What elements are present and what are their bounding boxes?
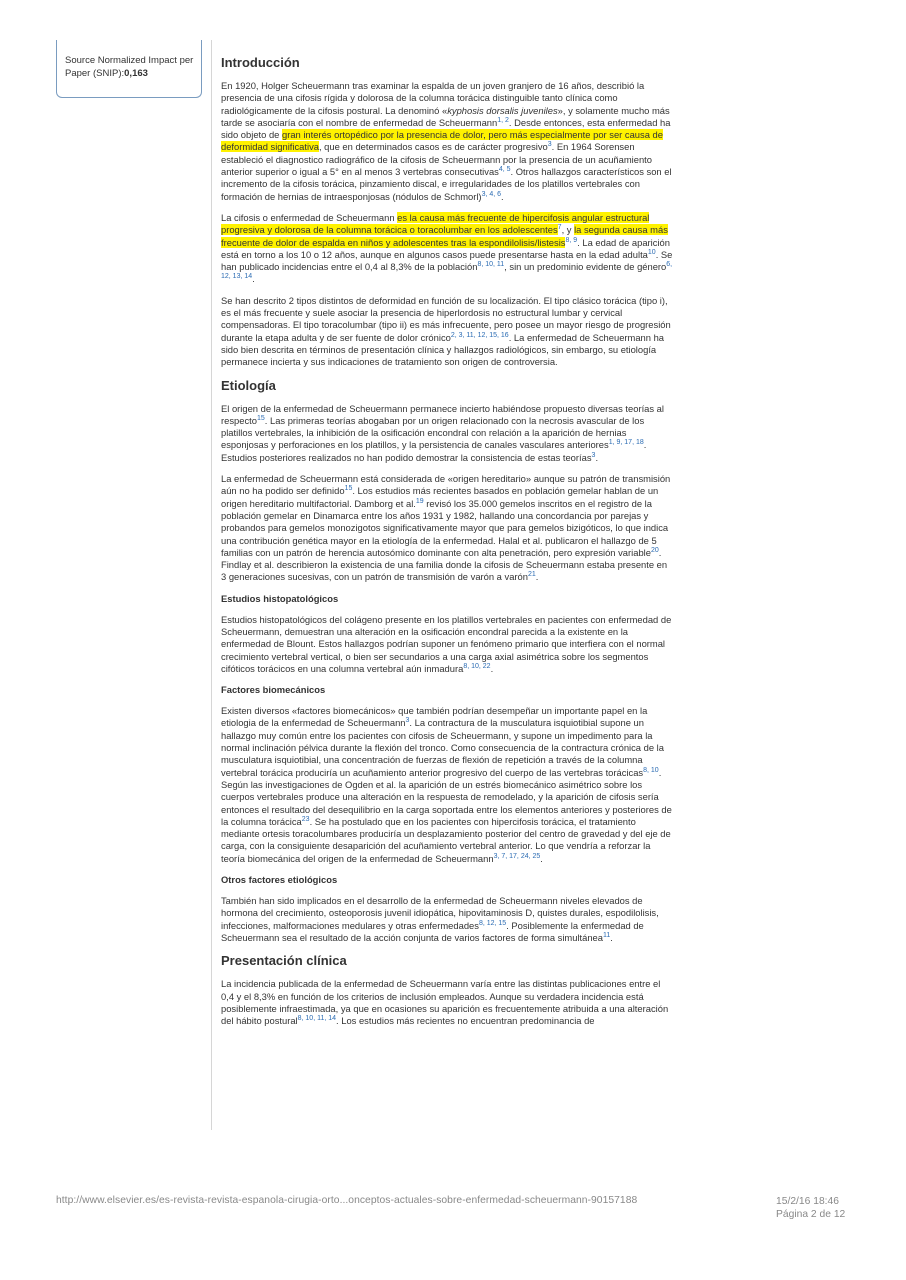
- footer-page-info: [776, 1195, 845, 1221]
- reference-link[interactable]: 21: [527, 571, 536, 579]
- text-run: . Los estudios más recientes no encuentran predominancia de: [336, 1015, 595, 1027]
- reference-link[interactable]: 4, 5: [498, 166, 511, 174]
- text-run: revisó los 35.000 gemelos inscritos en el registro de la población gemelar en Dinamarca entre los años 1931 y 1982, hallando una concordancia por parejas y probandos para gemelos monozigotos significativamente mayor que para gemelos bizigóticos, lo que indica una contribución genética mayor en la etiología de la enfermedad. Halal et al. publicaron el hallazgo de 5 familias con un patrón de herencia autosómico dominante con alta penetración, pero expresión variable: [221, 497, 669, 558]
- text-run: . En 1964 Sorensen estableció el diagnostico radiográfico de la cifosis de Scheuermann por la presencia de un acuñamiento anterior superior o igual a 5° en al menos 3 vertebras consecutivas: [221, 141, 652, 178]
- text-run: Se han descrito 2 tipos distintos de deformidad en función de su localización. El tipo clásico torácica (tipo i), es el más frecuente y suele asociar la presencia de hiperlordosis no estructural lumbar y cervical compensadoras. El tipo toracolumbar (tipo ii) es más infrecuente, pero posee un mayor riesgo de progresión durante la etapa adulta y de ser fuente de dolor crónico: [221, 294, 671, 343]
- text-run: . La enfermedad de Scheuermann ha sido bien descrita en términos de presentación clínica y hallazgos radiológicos, sin embargo, su etiología permanece incierta y sus indicaciones de tratamiento son origen de controversia.: [221, 331, 665, 368]
- paragraph: [221, 895, 673, 944]
- footer-url: http://www.elsevier.es/es-revista-revista-espanola-cirugia-orto...onceptos-actuales-sobre-enfermedad-scheuermann-90157188: [56, 1195, 638, 1206]
- text-run: . Otros hallazgos característicos son el incremento de la cifosis torácica, pinzamiento discal, e irregularidades de los platillos vertebrales con formación de hernias de intraesponjosas (nódulos de Schmorl): [221, 166, 672, 202]
- text-run: . Posiblemente la enfermedad de Scheuermann sea el resultado de la acción conjunta de varios factores de forma simultánea: [221, 919, 644, 943]
- reference-link[interactable]: 10: [647, 248, 656, 256]
- italic-text: kyphosis dorsalis juveniles: [447, 104, 558, 116]
- reference-link[interactable]: 3, 7, 17, 24, 25: [493, 852, 541, 860]
- text-run: , sin un predominio evidente de género: [504, 261, 667, 273]
- paragraph: [221, 978, 673, 1027]
- subheading-histopatologicos: Estudios histopatológicos: [221, 592, 339, 604]
- text-run: . La contractura de la musculatura isquiotibial supone un hallazgo muy común entre los pacientes con cifosis de Scheuermann, y supone un impedimento para la normal inclinación pélvica durante la flexión del tronco. Como consecuencia de la contractura crónica de la musculatura isquiotibial, una concentración de fuerzas de flexión de repetición a través de la columna vertebral torácica produciría un acuñamiento anterior progresivo del cuerpo de las vertebras torácicas: [221, 717, 664, 778]
- reference-link[interactable]: 20: [650, 546, 659, 554]
- reference-link[interactable]: 2, 3, 11, 12, 15, 16: [450, 331, 509, 339]
- reference-link[interactable]: 1, 2: [497, 116, 509, 124]
- reference-link[interactable]: 15: [256, 414, 265, 422]
- text-run: .: [595, 451, 599, 463]
- reference-link[interactable]: 6, 12, 13, 14: [221, 261, 673, 281]
- highlighted-text: es la causa más frecuente de hipercifosis angular estructural progresiva y dolorosa de la columna torácica o toracolumbar en los adolescentes: [221, 211, 650, 236]
- paragraph: [221, 473, 673, 584]
- reference-link[interactable]: 8, 12, 15: [478, 919, 507, 927]
- text-run: . Según las investigaciones de Ogden et al. la aparición de un estrés biomecánico asimétrico sobre los cuerpos vertebrales produce una alteración en la respuesta de remodelado, y la aparición de cifosis sería entonces el resultado del desequilibrio en la carga soportada entre los elementos anteriores y posteriores de la columna torácica: [221, 766, 672, 827]
- reference-link[interactable]: 8, 10, 11: [477, 261, 505, 269]
- text-run: .: [490, 662, 494, 674]
- heading-presentacion-clinica: Presentación clínica: [221, 953, 347, 969]
- text-run: . La edad de aparición está en torno a los 10 o 12 años, aunque en algunos casos puede presentarse hasta en la edad adulta: [221, 236, 670, 260]
- text-run: , y: [561, 224, 575, 236]
- text-run: . Se han publicado incidencias entre el 0,4 al 8,3% de la población: [221, 248, 673, 273]
- text-run: El origen de la enfermedad de Scheuermann permanece incierto habiéndose propuesto diversas teorías al respecto: [221, 402, 664, 426]
- reference-link[interactable]: 19: [415, 497, 424, 505]
- reference-link[interactable]: 3: [547, 141, 552, 149]
- snip-value: 0,163: [124, 68, 148, 79]
- text-run: También han sido implicados en el desarrollo de la enfermedad de Scheuermann niveles elevados de hormona del crecimiento, osteoporosis juvenil idiopática, hipovitaminosis D, quistes durales, espodilolisis, infecciones, malformaciones medulares y otras enfermedades: [221, 895, 659, 931]
- text-run: En 1920, Holger Scheuermann tras examinar la espalda de un joven granjero de 16 años, describió la presencia de una cifosis rígida y dolorosa de la columna torácica distinguible tanto clínica como radiológicamente de la cifosis postural. La denominó «: [221, 80, 645, 116]
- text-run: . Desde entonces, esta enfermedad ha sido objeto de: [221, 116, 671, 141]
- reference-link[interactable]: 1, 9, 17, 18: [608, 439, 644, 447]
- snip-label: Source Normalized Impact per Paper (SNIP):: [65, 55, 194, 79]
- text-run: .: [501, 190, 504, 202]
- text-run: . Los estudios más recientes basados en población gemelar hablan de un origen hereditario multifactorial. Damborg et al.: [221, 485, 659, 509]
- text-run: La enfermedad de Scheuermann está considerada de «origen hereditario» aunque su patrón de transmisión aún no ha podido ser definido: [221, 473, 671, 497]
- paragraph: [221, 705, 673, 865]
- snip-info-box: [56, 40, 202, 98]
- reference-link[interactable]: 3: [591, 451, 596, 459]
- subheading-otros-factores: Otros factores etiológicos: [221, 874, 338, 886]
- subheading-biomecanicos: Factores biomecánicos: [221, 684, 326, 696]
- text-run: . Las primeras teorías abogaban por un origen relacionado con la necrosis avascular de los platillos vertebrales, la inhibición de la osificación encondral con relación a la aparición de hernias esponjosas y perforaciones en los platillos, y la persistencia de canales vasculares anteriores: [221, 414, 645, 451]
- text-run: La incidencia publicada de la enfermedad de Scheuermann varía entre las distintas publicaciones entre el 0,4 y el 8,3% en función de los criterios de inclusión empleados. Aunque su verdadera incidencia está posiblemente infraestimada, ya que en ocasiones su aparición es frecuentemente atribuida a una alteración del hábito postural: [221, 978, 669, 1027]
- text-run: .: [252, 273, 255, 285]
- paragraph: [221, 614, 673, 675]
- reference-link[interactable]: 7: [557, 224, 562, 232]
- reference-link[interactable]: 11: [603, 931, 611, 939]
- column-divider: [211, 40, 212, 1130]
- paragraph: [221, 212, 673, 286]
- paragraph: [221, 295, 673, 369]
- text-run: . Estudios posteriores realizados no han podido demostrar la consistencia de estas teorías: [221, 439, 647, 463]
- text-run: . Findlay et al. describieron la existencia de una familia donde la cifosis de Scheuermann estaba presente en 3 generaciones sucesivas, con un patrón de transmisión de varón a varón: [221, 546, 668, 583]
- text-run: Existen diversos «factores biomecánicos» que también podrían desempeñar un importante papel en la etiologia de la enfermedad de Scheuermann: [221, 705, 648, 729]
- reference-link[interactable]: 15: [344, 485, 353, 493]
- footer-datetime: 15/2/16 18:46: [776, 1196, 839, 1207]
- reference-link[interactable]: 8, 10: [643, 766, 659, 774]
- text-run: , que en determinados casos es de carácter progresivo: [318, 141, 548, 153]
- text-run: . Se ha postulado que en los pacientes con hipercifosis torácica, el tratamiento mediante ortesis toracolumbares produciría un desplazamiento posterior del centro de gravedad y del eje de carga, con la consiguiente desaparición del acuñamiento vertebral anterior. Lo que vendría a reforzar la teoría biomecánica del origen de la enfermedad de Scheuermann: [221, 815, 671, 864]
- article-body: [221, 48, 673, 1036]
- text-run: .: [535, 571, 539, 583]
- paragraph: [221, 80, 673, 203]
- text-run: .: [610, 931, 613, 943]
- highlighted-text: la segunda causa más frecuente de dolor de espalda en niños y adolescentes tras la espondilolisis/listesis: [221, 224, 668, 248]
- reference-link[interactable]: 3, 4, 6: [481, 190, 502, 198]
- reference-link[interactable]: 3: [405, 717, 410, 725]
- footer-page-number: Página 2 de 12: [776, 1209, 846, 1220]
- text-run: .: [540, 852, 543, 864]
- reference-link[interactable]: 8, 9: [565, 236, 578, 244]
- text-run: », y solamente mucho más tarde se asociaría con el nombre de enfermedad de Scheuermann: [221, 104, 670, 128]
- reference-link[interactable]: 8, 10, 11, 14: [297, 1015, 337, 1023]
- text-run: La cifosis o enfermedad de Scheuermann: [221, 211, 398, 223]
- paragraph: [221, 403, 673, 464]
- heading-etiologia: Etiología: [221, 377, 276, 393]
- reference-link[interactable]: 23: [301, 815, 310, 823]
- reference-link[interactable]: 8, 10, 22: [463, 662, 491, 670]
- highlighted-text: gran interés ortopédico por la presencia de dolor, pero más especialmente por ser causa de deformidad significativa: [221, 129, 663, 153]
- heading-introduccion: Introducción: [221, 55, 300, 70]
- text-run: Estudios histopatológicos del colágeno presente en los platillos vertebrales en pacientes con enfermedad de Scheuermann, demuestran una alteración en la osificación encondral parecida a la existente en la enfermedad de Blount. Estos hallazgos podrían suponer un fenómeno primario que interfiera con el normal crecimiento vertebral vertical, o bien ser secundarios a una carga axial asimétrica sobre los segmentos cifóticos torácicos en una columna vertebral aún inmadura: [221, 613, 672, 674]
